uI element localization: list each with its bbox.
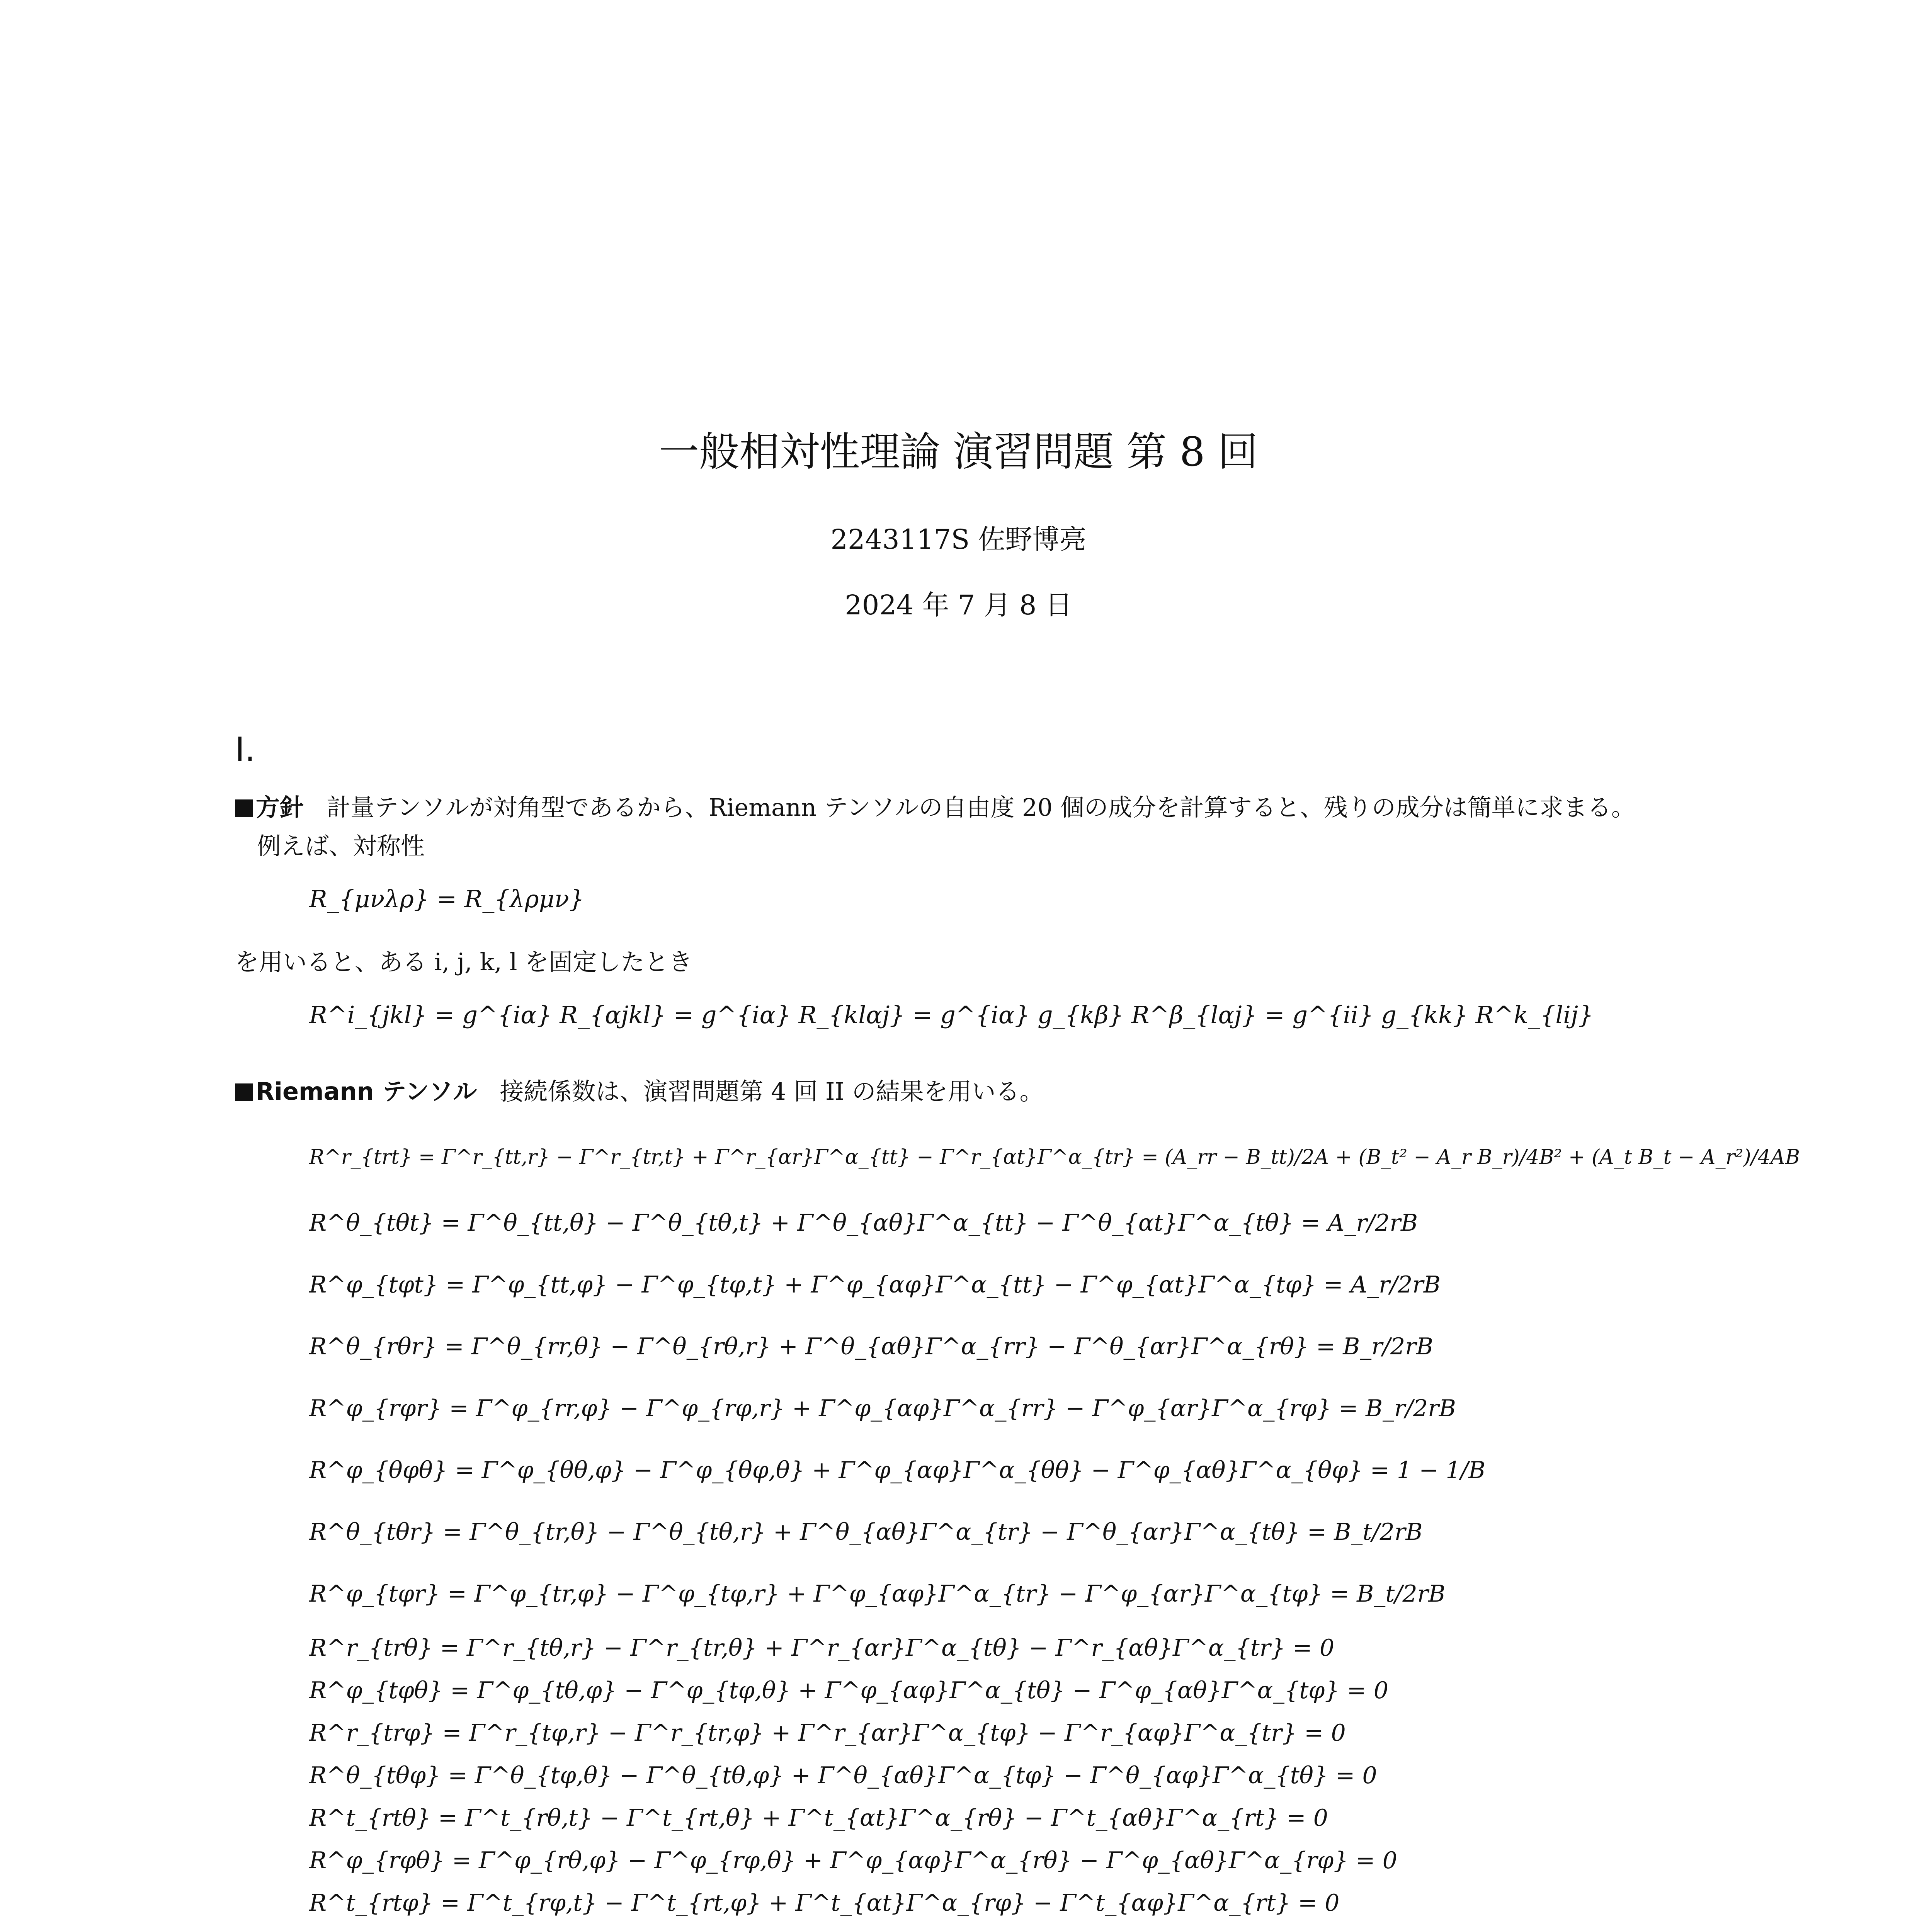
policy-heading: 方針	[256, 793, 304, 821]
riemann-equation: R^φ_{θφθ} = Γ^φ_{θθ,φ} − Γ^φ_{θφ,θ} + Γ^φ_{αφ}Γ^α_{θθ} − Γ^φ_{αθ}Γ^α_{θφ} = 1 − 1/B	[309, 1457, 1486, 1484]
policy-paragraph	[235, 788, 1635, 823]
riemann-equation: R^θ_{tθr} = Γ^θ_{tr,θ} − Γ^θ_{tθ,r} + Γ^θ_{αθ}Γ^α_{tr} − Γ^θ_{αr}Γ^α_{tθ} = B_t/2rB	[309, 1519, 1423, 1546]
riemann-heading: Riemann テンソル	[256, 1077, 477, 1105]
square-bullet-icon	[235, 799, 253, 817]
riemann-equation: R^θ_{tθt} = Γ^θ_{tt,θ} − Γ^θ_{tθ,t} + Γ^θ_{αθ}Γ^α_{tt} − Γ^θ_{αt}Γ^α_{tθ} = A_r/2rB	[309, 1209, 1418, 1236]
riemann-equation: R^φ_{rφr} = Γ^φ_{rr,φ} − Γ^φ_{rφ,r} + Γ^φ_{αφ}Γ^α_{rr} − Γ^φ_{αr}Γ^α_{rφ} = B_r/2rB	[309, 1395, 1456, 1422]
riemann-equation: R^r_{trφ} = Γ^r_{tφ,r} − Γ^r_{tr,φ} + Γ^r_{αr}Γ^α_{tφ} − Γ^r_{αφ}Γ^α_{tr} = 0	[309, 1719, 1346, 1747]
square-bullet-icon	[235, 1083, 253, 1101]
riemann-equation: R^φ_{rφθ} = Γ^φ_{rθ,φ} − Γ^φ_{rφ,θ} + Γ^φ_{αφ}Γ^α_{rθ} − Γ^φ_{αθ}Γ^α_{rφ} = 0	[309, 1847, 1397, 1874]
riemann-note: 接続係数は、演習問題第 4 回 II の結果を用いる。	[500, 1077, 1044, 1105]
policy-text: 計量テンソルが対角型であるから、Riemann テンソルの自由度 20 個の成分を計算すると、残りの成分は簡単に求まる。	[327, 793, 1635, 821]
riemann-equation: R^r_{trθ} = Γ^r_{tθ,r} − Γ^r_{tr,θ} + Γ^r_{αr}Γ^α_{tθ} − Γ^r_{αθ}Γ^α_{tr} = 0	[309, 1634, 1335, 1662]
riemann-equation: R^t_{rtθ} = Γ^t_{rθ,t} − Γ^t_{rt,θ} + Γ^t_{αt}Γ^α_{rθ} − Γ^t_{αθ}Γ^α_{rt} = 0	[309, 1804, 1328, 1832]
riemann-heading-line	[235, 1072, 1044, 1107]
riemann-equation: R^θ_{tθφ} = Γ^θ_{tφ,θ} − Γ^θ_{tθ,φ} + Γ^θ_{αθ}Γ^α_{tφ} − Γ^θ_{αφ}Γ^α_{tθ} = 0	[309, 1762, 1377, 1789]
document-title: 一般相対性理論 演習問題 第 8 回	[659, 428, 1258, 475]
riemann-equation: R^φ_{tφr} = Γ^φ_{tr,φ} − Γ^φ_{tφ,r} + Γ^φ_{αφ}Γ^α_{tr} − Γ^φ_{αr}Γ^α_{tφ} = B_t/2rB	[309, 1580, 1446, 1607]
example-text: 例えば、対称性	[257, 832, 425, 860]
author-line: 2243117S 佐野博亮	[830, 524, 1087, 555]
riemann-equation: R^φ_{tφt} = Γ^φ_{tt,φ} − Γ^φ_{tφ,t} + Γ^φ_{αφ}Γ^α_{tt} − Γ^φ_{αt}Γ^α_{tφ} = A_r/2rB	[309, 1271, 1441, 1298]
section-heading: I.	[235, 730, 255, 769]
using-text: を用いると、ある i, j, k, l を固定したとき	[235, 948, 693, 976]
riemann-equation: R^t_{rtφ} = Γ^t_{rφ,t} − Γ^t_{rt,φ} + Γ^t_{αt}Γ^α_{rφ} − Γ^t_{αφ}Γ^α_{rt} = 0	[309, 1889, 1340, 1917]
symmetry-equation: R_{μνλρ} = R_{λρμν}	[309, 885, 584, 913]
riemann-equation: R^θ_{rθr} = Γ^θ_{rr,θ} − Γ^θ_{rθ,r} + Γ^θ_{αθ}Γ^α_{rr} − Γ^θ_{αr}Γ^α_{rθ} = B_r/2rB	[309, 1333, 1434, 1360]
date-line: 2024 年 7 月 8 日	[845, 589, 1072, 621]
riemann-equation: R^r_{trt} = Γ^r_{tt,r} − Γ^r_{tr,t} + Γ^r_{αr}Γ^α_{tt} − Γ^r_{αt}Γ^α_{tr} = (A_rr − B_tt)/2A + (B_t² − A_r B_r)/4B² + (A_t B_t − A_r²)/4AB	[309, 1146, 1800, 1169]
relation-equation: R^i_{jkl} = g^{iα} R_{αjkl} = g^{iα} R_{klαj} = g^{iα} g_{kβ} R^β_{lαj} = g^{ii} g_{kk} R^k_{lij}	[309, 1001, 1594, 1029]
riemann-equation: R^φ_{tφθ} = Γ^φ_{tθ,φ} − Γ^φ_{tφ,θ} + Γ^φ_{αφ}Γ^α_{tθ} − Γ^φ_{αθ}Γ^α_{tφ} = 0	[309, 1677, 1389, 1704]
